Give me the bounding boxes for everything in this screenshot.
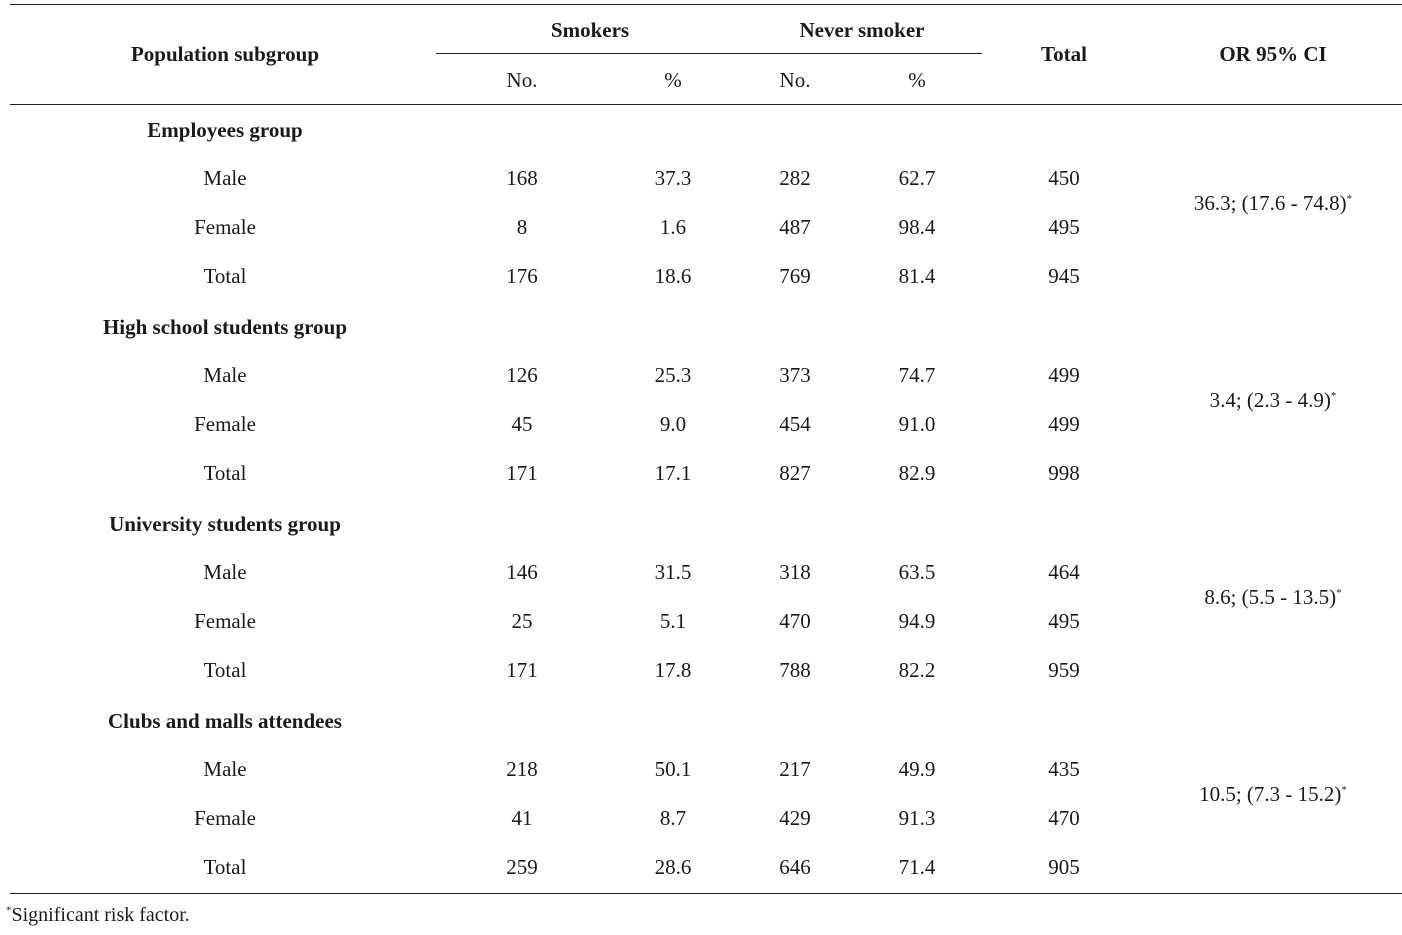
footnote-marker: * <box>6 904 12 917</box>
header-smokers: Smokers <box>550 18 630 42</box>
row-label: Female <box>194 806 256 830</box>
never-no-cell: 646 <box>779 855 811 879</box>
never-no-cell: 788 <box>779 658 811 682</box>
row-label: Total <box>203 855 247 879</box>
header-never-pct: % <box>908 68 926 92</box>
footnote <box>6 904 190 927</box>
smokers-pct-cell: 31.5 <box>654 560 692 584</box>
smokers-no-cell: 41 <box>511 806 533 830</box>
group-heading: Clubs and malls attendees <box>108 709 342 733</box>
row-label: Male <box>203 166 247 190</box>
smokers-no-cell: 171 <box>506 658 538 682</box>
or-ci-value: 10.5; (7.3 - 15.2) <box>1199 781 1342 806</box>
never-no-cell: 429 <box>779 806 811 830</box>
or-ci-value: 36.3; (17.6 - 74.8) <box>1193 190 1347 215</box>
never-no-cell: 769 <box>779 264 811 288</box>
group-heading: Employees group <box>147 118 303 142</box>
smokers-pct-cell: 1.6 <box>659 215 687 239</box>
never-no-cell: 487 <box>779 215 811 239</box>
never-no-cell: 373 <box>779 363 811 387</box>
total-cell: 450 <box>1048 166 1080 190</box>
never-no-cell: 217 <box>779 757 811 781</box>
smokers-no-cell: 218 <box>506 757 538 781</box>
row-label: Male <box>203 363 247 387</box>
never-pct-cell: 82.2 <box>898 658 936 682</box>
smokers-no-cell: 146 <box>506 560 538 584</box>
row-label: Female <box>194 412 256 436</box>
never-pct-cell: 91.3 <box>898 806 936 830</box>
header-never-smoker: Never smoker <box>799 18 925 42</box>
smokers-no-cell: 176 <box>506 264 538 288</box>
header-smokers-no: No. <box>506 68 538 92</box>
never-pct-cell: 81.4 <box>898 264 936 288</box>
smokers-pct-cell: 17.1 <box>654 461 692 485</box>
row-label: Total <box>203 658 247 682</box>
or-ci-cell <box>1150 584 1396 610</box>
smokers-no-cell: 126 <box>506 363 538 387</box>
total-cell: 499 <box>1048 363 1080 387</box>
header-bottom-rule <box>10 104 1402 105</box>
smokers-pct-cell: 18.6 <box>654 264 692 288</box>
smokers-no-cell: 45 <box>511 412 533 436</box>
footnote-text: Significant risk factor. <box>11 904 190 926</box>
smokers-header-rule <box>436 53 982 54</box>
significance-marker: * <box>1341 783 1347 796</box>
total-cell: 945 <box>1048 264 1080 288</box>
smokers-pct-cell: 5.1 <box>659 609 687 633</box>
never-pct-cell: 63.5 <box>898 560 936 584</box>
never-pct-cell: 94.9 <box>898 609 936 633</box>
total-cell: 499 <box>1048 412 1080 436</box>
row-label: Male <box>203 757 247 781</box>
total-cell: 435 <box>1048 757 1080 781</box>
header-total: Total <box>1041 42 1087 66</box>
never-pct-cell: 91.0 <box>898 412 936 436</box>
table-top-rule <box>10 4 1402 5</box>
table-bottom-rule <box>10 893 1402 894</box>
never-no-cell: 470 <box>779 609 811 633</box>
smokers-pct-cell: 17.8 <box>654 658 692 682</box>
header-smokers-pct: % <box>664 68 682 92</box>
group-heading: High school students group <box>102 315 348 339</box>
row-label: Male <box>203 560 247 584</box>
row-label: Total <box>203 264 247 288</box>
never-pct-cell: 62.7 <box>898 166 936 190</box>
total-cell: 959 <box>1048 658 1080 682</box>
never-pct-cell: 74.7 <box>898 363 936 387</box>
row-label: Total <box>203 461 247 485</box>
smokers-no-cell: 25 <box>511 609 533 633</box>
total-cell: 495 <box>1048 215 1080 239</box>
or-ci-value: 3.4; (2.3 - 4.9) <box>1209 387 1331 412</box>
header-population-subgroup: Population subgroup <box>130 42 320 66</box>
significance-marker: * <box>1346 192 1353 205</box>
never-pct-cell: 98.4 <box>898 215 936 239</box>
smokers-no-cell: 259 <box>506 855 538 879</box>
row-label: Female <box>194 215 256 239</box>
significance-marker: * <box>1330 389 1337 402</box>
never-no-cell: 827 <box>779 461 811 485</box>
total-cell: 470 <box>1048 806 1080 830</box>
never-pct-cell: 49.9 <box>898 757 936 781</box>
never-pct-cell: 82.9 <box>898 461 936 485</box>
smokers-pct-cell: 25.3 <box>654 363 692 387</box>
smokers-no-cell: 168 <box>506 166 538 190</box>
or-ci-cell <box>1150 387 1396 413</box>
total-cell: 464 <box>1048 560 1080 584</box>
smokers-no-cell: 8 <box>516 215 528 239</box>
smokers-pct-cell: 9.0 <box>659 412 687 436</box>
smokers-pct-cell: 28.6 <box>654 855 692 879</box>
header-or-ci: OR 95% CI <box>1219 42 1327 66</box>
or-ci-cell <box>1150 781 1396 807</box>
never-no-cell: 454 <box>779 412 811 436</box>
total-cell: 998 <box>1048 461 1080 485</box>
never-no-cell: 282 <box>779 166 811 190</box>
header-never-no: No. <box>779 68 811 92</box>
never-pct-cell: 71.4 <box>898 855 936 879</box>
total-cell: 905 <box>1048 855 1080 879</box>
or-ci-cell <box>1150 190 1396 216</box>
group-heading: University students group <box>109 512 341 536</box>
never-no-cell: 318 <box>779 560 811 584</box>
smokers-pct-cell: 8.7 <box>659 806 687 830</box>
row-label: Female <box>194 609 256 633</box>
significance-marker: * <box>1336 586 1342 599</box>
smokers-pct-cell: 50.1 <box>654 757 692 781</box>
smokers-no-cell: 171 <box>506 461 538 485</box>
smokers-pct-cell: 37.3 <box>654 166 692 190</box>
or-ci-value: 8.6; (5.5 - 13.5) <box>1204 584 1337 609</box>
total-cell: 495 <box>1048 609 1080 633</box>
